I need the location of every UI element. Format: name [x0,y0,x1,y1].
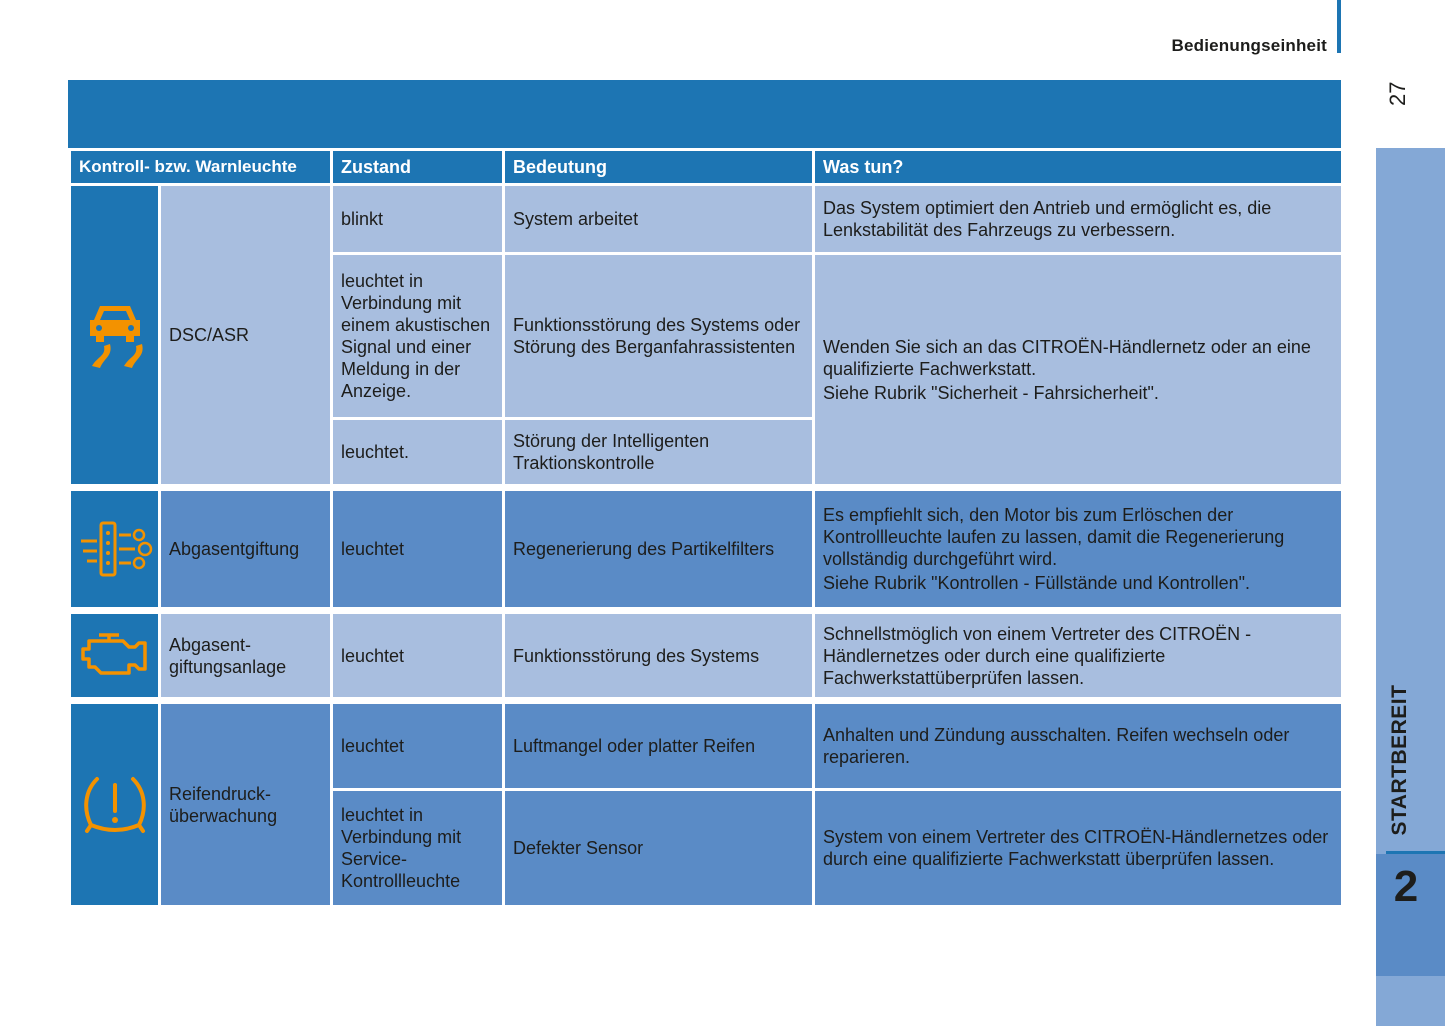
meaning-cell: Funktionsstörung des Systems [504,613,814,699]
chapter-number: 2 [1393,862,1419,911]
action-cell: Anhalten und Zündung ausschalten. Reifen wechseln oder reparieren. [814,703,1343,790]
action-reference: Siehe Rubrik "Kontrollen - Füllstände und Kontrollen". [823,573,1251,593]
tire-pressure-icon [70,703,160,907]
action-reference: Siehe Rubrik "Sicherheit - Fahrsicherheit". [823,382,1159,403]
state-cell: leuchtet in Verbindung mit einem akustischen Signal und einer Meldung in der Anzeige. [332,254,504,419]
action-text: Wenden Sie sich an das CITROËN-Händlernetz oder an eine qualifizierte Fachwerkstatt. [823,336,1311,379]
light-name: Abgasentgiftung [160,490,332,609]
column-header-action: Was tun? [814,150,1343,185]
light-name: Reifendruck- überwachung [160,703,332,907]
state-cell: leuchtet. [332,419,504,486]
chapter-label: STARTBEREIT [1388,684,1411,836]
column-header-light: Kontroll- bzw. Warnleuchte [70,150,332,185]
table-row [70,185,1343,254]
state-cell: leuchtet [332,703,504,790]
header-rule [1337,0,1341,53]
engine-icon [70,613,160,699]
action-cell: Schnellstmöglich von einem Vertreter des CITROËN -Händlernetzes oder durch eine qualifizierte Fachwerkstattüberprüfen lassen. [814,613,1343,699]
meaning-cell: Defekter Sensor [504,790,814,907]
meaning-cell: Funktionsstörung des Systems oder Störung des Berganfahrassistenten [504,254,814,419]
skidding-car-icon [70,185,160,486]
light-name: DSC/ASR [160,185,332,486]
action-cell [814,254,1343,486]
page-number: 27 [1385,81,1410,106]
running-header: Bedienungseinheit [1171,36,1327,55]
table-row [70,490,1343,609]
meaning-cell: System arbeitet [504,185,814,254]
action-cell: Das System optimiert den Antrieb und ermöglicht es, die Lenkstabilität des Fahrzeugs zu verbessern. [814,185,1343,254]
state-cell: leuchtet [332,490,504,609]
table-banner [68,80,1341,148]
table-header-row [70,150,1343,185]
table-row [70,703,1343,790]
light-name: Abgasent- giftungsanlage [160,613,332,699]
action-cell [814,490,1343,609]
particle-filter-icon [70,490,160,609]
column-header-meaning: Bedeutung [504,150,814,185]
state-cell: leuchtet [332,613,504,699]
state-cell: leuchtet in Verbindung mit Service-Kontrollleuchte [332,790,504,907]
action-cell: System von einem Vertreter des CITROËN-Händlernetzes oder durch eine qualifizierte Fachwerkstatt überprüfen lassen. [814,790,1343,907]
warning-lights-table [68,148,1344,908]
action-text: Es empfiehlt sich, den Motor bis zum Erlöschen der Kontrollleuchte laufen zu lassen, damit die Regenerierung vollständig durchgeführt wird. [823,505,1285,569]
column-header-state: Zustand [332,150,504,185]
meaning-cell: Störung der Intelligenten Traktionskontrolle [504,419,814,486]
table-row [70,613,1343,699]
state-cell: blinkt [332,185,504,254]
meaning-cell: Luftmangel oder platter Reifen [504,703,814,790]
meaning-cell: Regenerierung des Partikelfilters [504,490,814,609]
